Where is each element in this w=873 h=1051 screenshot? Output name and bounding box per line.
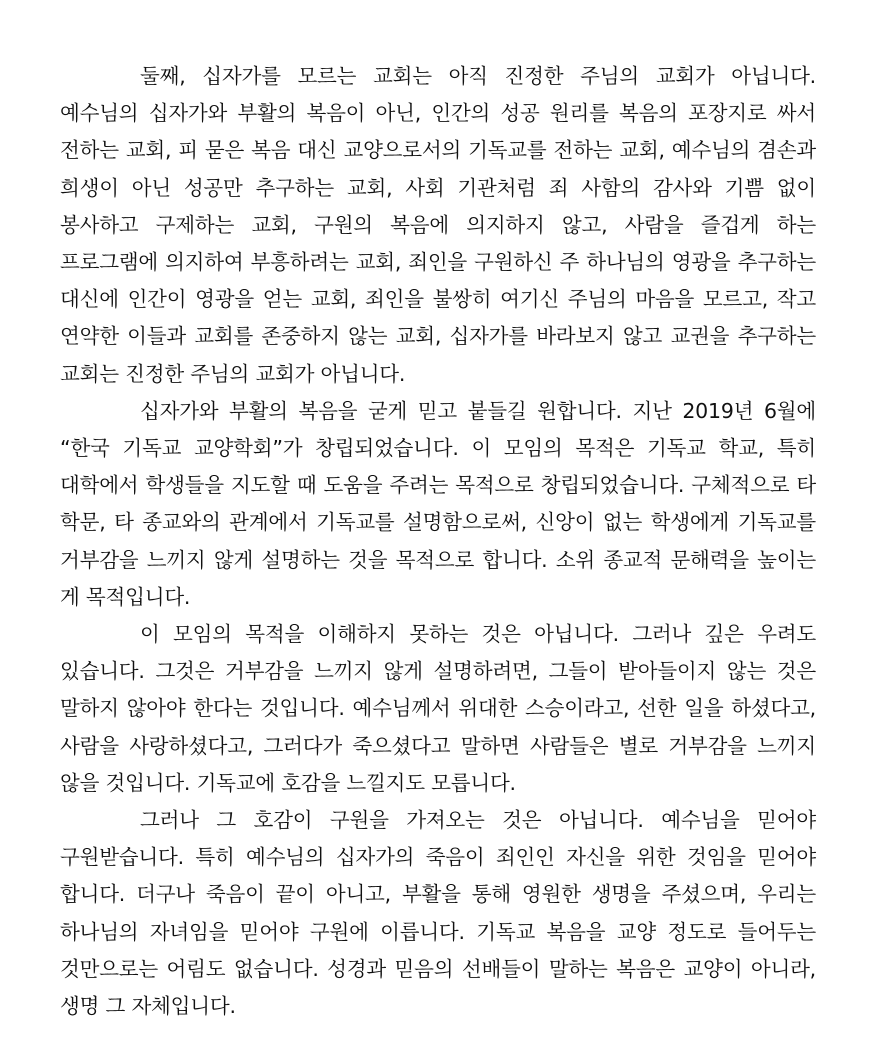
paragraph-1: 둘째, 십자가를 모르는 교회는 아직 진정한 주님의 교회가 아닙니다. 예수님의 십자가와 부활의 복음이 아닌, 인간의 성공 원리를 복음의 포장지로 싸서 전하는 교회, 피 묻은 복음 대신 교양으로서의 기독교를 전하는 교회, 예수님의 겸손과 희생이 아닌 성공만 추구하는 교회, 사회 기관처럼 죄 사함의 감사와 기쁨 없이 봉사하고 구제하는 교회, 구원의 복음에 의지하지 않고, 사람을 즐겁게 하는 프로그램에 의지하여 부흥하려는 교회, 죄인을 구원하신 주 하나님의 영광을 추구하는 대신에 인간이 영광을 얻는 교회, 죄인을 불쌍히 여기신 주님의 마음을 모르고, 작고 연약한 이들과 교회를 존중하지 않는 교회, 십자가를 바라보지 않고 교권을 추구하는 교회는 진정한 주님의 교회가 아닙니다. bbox=[60, 64, 816, 386]
paragraph-3: 이 모임의 목적을 이해하지 못하는 것은 아닙니다. 그러나 깊은 우려도 있습니다. 그것은 거부감을 느끼지 않게 설명하려면, 그들이 받아들이지 않는 것은 말하지 않아야 한다는 것입니다. 예수님께서 위대한 스승이라고, 선한 일을 하셨다고, 사람을 사랑하셨다고, 그러다가 죽으셨다고 말하면 사람들은 별로 거부감을 느끼지 않을 것입니다. 기독교에 호감을 느낄지도 모릅니다. bbox=[60, 622, 816, 795]
paragraph-4: 그러나 그 호감이 구원을 가져오는 것은 아닙니다. 예수님을 믿어야 구원받습니다. 특히 예수님의 십자가의 죽음이 죄인인 자신을 위한 것임을 믿어야 합니다. 더구나 죽음이 끝이 아니고, 부활을 통해 영원한 생명을 주셨으며, 우리는 하나님의 자녀임을 믿어야 구원에 이릅니다. 기독교 복음을 교양 정도로 들어두는 것만으로는 어림도 없습니다. 성경과 믿음의 선배들이 말하는 복음은 교양이 아니라, 생명 그 자체입니다. bbox=[60, 808, 816, 1019]
paragraph-2: 십자가와 부활의 복음을 굳게 믿고 붙들길 원합니다. 지난 2019년 6월에 “한국 기독교 교양학회”가 창립되었습니다. 이 모임의 목적은 기독교 학교, 특히 대학에서 학생들을 지도할 때 도움을 주려는 목적으로 창립되었습니다. 구체적으로 타 학문, 타 종교와의 관계에서 기독교를 설명함으로써, 신앙이 없는 학생에게 기독교를 거부감을 느끼지 않게 설명하는 것을 목적으로 합니다. 소위 종교적 문해력을 높이는 게 목적입니다. bbox=[60, 398, 816, 609]
document-page bbox=[60, 58, 816, 1025]
